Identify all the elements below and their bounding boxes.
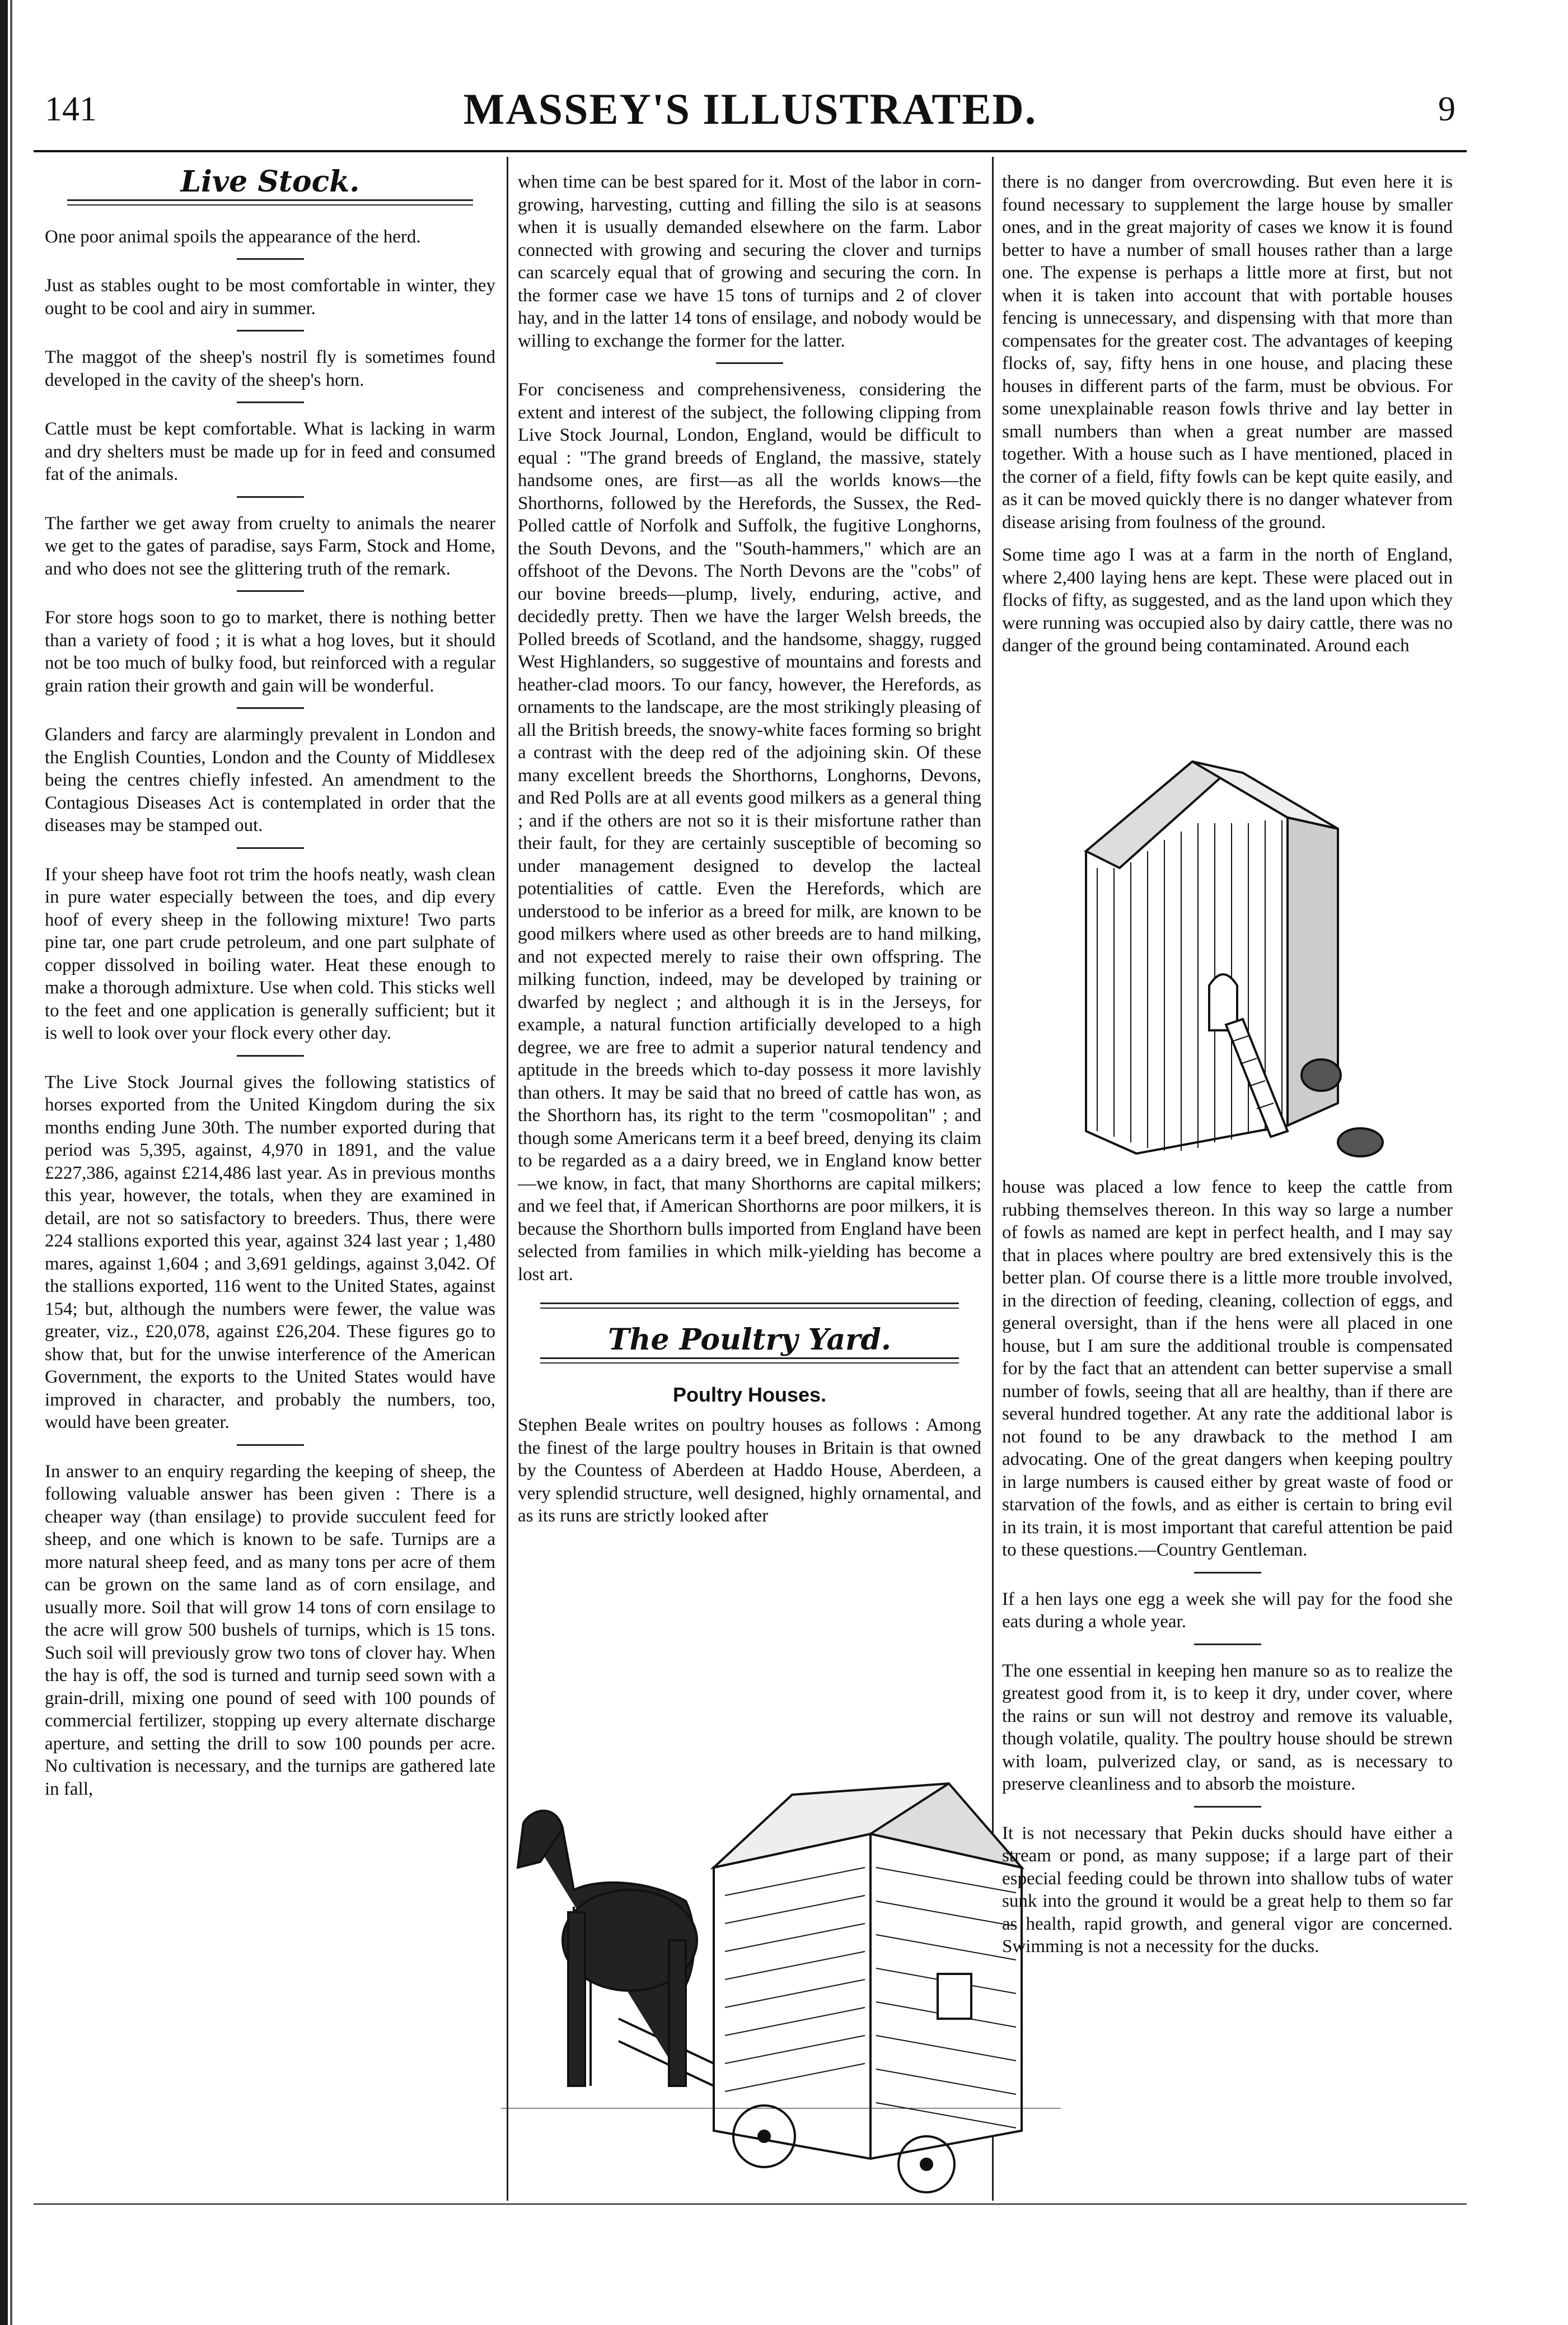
horse-drawn-poultry-house-illustration	[501, 1772, 1064, 2198]
separator	[237, 847, 304, 849]
paragraph: Cattle must be kept comfortable. What is lacking in warm and dry shelters must be made up for in feed and consumed fat of the animals.	[45, 419, 495, 484]
subheading-poultry-houses: Poultry Houses.	[672, 1383, 827, 1406]
separator	[237, 401, 304, 403]
paragraph: Glanders and farcy are alarmingly prevalent in London and the English Counties, London and the County of Middlesex being the centres chiefly infested. An amendment to the Contagious Diseases Act is contemplated in order that the diseases may be stamped out.	[45, 725, 495, 835]
column-3-continued	[1002, 1176, 1453, 1968]
paragraph: If your sheep have foot rot trim the hoofs neatly, wash clean in pure water especially between the toes, and dip every hoof of every sheep in the following mixture! Two parts pine tar, one part crude petroleum, and one part sulphate of copper dissolved in boiling water. Heat these enough to make a thorough admixture. Use when cold. This sticks well to the feet and one application is generally sufficient; but it is well to look over your flock every other day.	[45, 864, 495, 1043]
column-3	[1002, 171, 1453, 667]
paragraph: Some time ago I was at a farm in the north of England, where 2,400 laying hens are kept. These were placed out in flocks of fifty, as suggested, and as the land upon which they were running was occupied also by dairy cattle, there was no danger of the ground being contaminated. Around each	[1002, 545, 1453, 656]
page-header	[45, 84, 1455, 146]
paragraph: In answer to an enquiry regarding the keeping of sheep, the following valuable answer has been given : There is a cheaper way (than ensilage) to provide succulent feed for sheep, and one which is known to be safe. Turnips are a more natural sheep feed, and as many tons per acre of them can be grown on the same land as of corn ensilage, and usually more. Soil that will grow 14 tons of corn ensilage to the acre will grow 500 bushels of turnips, which is 15 tons. Such soil will previously grow two tons of clover hay. When the hay is off, the sod is turned and turnip seed sown with a grain-drill, mixing one pound of seed with 100 pounds of commercial fertilizer, stopping up every alternate discharge aperture, and setting the drill to sow 100 pounds per acre. No cultivation is necessary, and the turnips are gathered late in fall,	[45, 1461, 495, 1799]
paragraph: Just as stables ought to be most comfortable in winter, they ought to be cool and airy in summer.	[45, 276, 495, 319]
publication-title: MASSEY'S ILLUSTRATED.	[463, 85, 1037, 133]
section-title-live-stock: Live Stock.	[180, 165, 360, 199]
paragraph: The Live Stock Journal gives the following statistics of horses exported from the United Kingdom during the six months ending June 30th. The number exported during that period was 5,395, against, 4,970 in 1891, and the value £227,386, against £214,486 last year. As in previous months this year, however, the totals, when they are examined in detail, are not so satisfactory to breeders. Thus, there were 224 stallions exported this year, against 324 last year ; 1,480 mares, against 1,604 ; and 3,691 geldings, against 3,042. Of the stallions exported, 116 went to the United States, against 154; but, although the numbers were fewer, the value was greater, viz., £20,078, against £26,204. These figures go to show that, but for the unwise interference of the American Government, the exports to the United States would have improved in character, and probably the numbers, too, would have been greater.	[45, 1072, 495, 1432]
paragraph: when time can be best spared for it. Most of the labor in corn-growing, harvesting, cutting and filling the silo is at seasons when it is usually demanded elsewhere on the farm. Labor connected with growing and securing the clover and turnips can scarcely equal that of growing and securing the corn. In the former case we have 15 tons of turnips and 2 of clover hay, and in the latter 14 tons of ensilage, and nobody would be willing to exchange the former for the latter.	[518, 172, 981, 351]
paragraph: For conciseness and comprehensiveness, considering the extent and interest of the subject, the following clipping from Live Stock Journal, London, England, would be difficult to equal : "The grand breeds of England, the massive, stately handsome ones, are first—as all the worlds knows—the Shorthorns, followed by the Herefords, the Sussex, the Red-Polled cattle of Norfolk and Suffolk, the fugitive Longhorns, the South Devons, and the "South-hammers," which are an offshoot of the Devons. The North Devons are the "cobs" of our bovine breeds—plump, lively, enduring, active, and decidedly pretty. Then we have the larger Welsh breeds, the Polled breeds of Scotland, and the handsome, shaggy, rugged West Highlanders, so suggestive of mountains and forests and heather-clad moors. To our fancy, however, the Herefords, as ornaments to the landscape, are the most strikingly pleasing of all the British breeds, the snowy-white faces forming so bright a contrast with the deep red of the adjoining skin. Of these many excellent breeds the Shorthorns, Longhorns, Devons, and Red Polls are at all events good milkers as a general thing ; and if the others are not so it is their misfortune rather than their fault, for they are certainly susceptible of becoming so under management designed to develop the lacteal potentialities of cattle. Even the Herefords, which are understood to be inferior as a breed for milk, are known to be good milkers where used as other breeds are to hand milking, and not expected merely to raise their own offspring. The milking function, indeed, may be developed by training or dwarfed by neglect ; and although it is in the Jerseys, for example, a natural function artificially developed to a high degree, we are free to admit a superior natural tendency and aptitude in the breeds which to-day possess it more lavishly than others. It may be said that no breed of cattle has won, as the Shorthorn has, its right to the term "cosmopolitan" ; and though some Americans term it a beef breed, denying its claim to be regarded as a a dairy breed, we in England know better—we know, in fact, that many Shorthorns are capital milkers; and we feel that, if American Shorthorns are poor milkers, it is because the Shorthorn bulls imported from England have been selected from families in which milk-yielding has become a lost art.	[518, 380, 981, 1285]
column-2	[518, 171, 981, 1538]
separator	[237, 1444, 304, 1446]
poultry-house-illustration	[1024, 739, 1416, 1165]
page-number-left: 141	[45, 90, 97, 128]
paragraph: house was placed a low fence to keep the cattle from rubbing themselves thereon. In this way so large a number of fowls as named are kept in perfect health, and I may say that in places where poultry are bred extensively this is the better plan. Of course there is a little more trouble involved, in the direction of feeding, cleaning, collection of eggs, and general oversight, than if the hens were all placed in one house, but I am sure the additional trouble is compensated for by the fact that an attendent can better supervise a small number of fowls, seeing that all are healthy, than if there are several hundred together. At any rate the additional labor is not found to be any drawback to the method I am advocating. One of the great dangers when keeping poultry in large numbers is caused either by great waste of food or starvation of the fowls, and as either is certain to bring evil in its train, it is most important that careful attention be paid to these questions.—Country Gentleman.	[1002, 1177, 1453, 1560]
paragraph: One poor animal spoils the appearance of the herd.	[45, 226, 421, 247]
separator	[1194, 1572, 1261, 1574]
binding-spine	[0, 0, 8, 2325]
footer-rule	[34, 2203, 1467, 2205]
paragraph: The farther we get away from cruelty to animals the nearer we get to the gates of paradise, says Farm, Stock and Home, and who does not see the glittering truth of the remark.	[45, 513, 495, 579]
paragraph: It is not necessary that Pekin ducks should have either a stream or pond, as many suppose; if a large part of their especial feeding could be thrown into shallow tubs of water sunk into the ground it would be a great help to them so far as health, rapid growth, and general vigor are concerned. Swimming is not a necessity for the ducks.	[1002, 1823, 1453, 1957]
paragraph: The maggot of the sheep's nostril fly is sometimes found developed in the cavity of the sheep's horn.	[45, 347, 495, 390]
paragraph: there is no danger from overcrowding. But even here it is found necessary to supplement the large house by smaller ones, and in the great majority of cases we know it is found better to have a number of small houses rather than a large one. The expense is perhaps a little more at first, but not when it is taken into account that with portable houses fencing is unnecessary, and dispensing with that more than compensates for the greater cost. The advantages of keeping flocks of, say, fifty hens in one house, and placing these houses in different parts of the farm, must be obvious. For some unexplainable reason fowls thrive and lay better in small numbers than when a great number are massed together. With a house such as I have mentioned, placed in the corner of a field, fifty fowls can be kept quite easily, and as it can be moved quickly there is no danger whatever from disease arising from foulness of the ground.	[1002, 172, 1453, 533]
separator	[237, 258, 304, 260]
separator	[237, 330, 304, 332]
separator	[237, 1055, 304, 1057]
paragraph: For store hogs soon to go to market, there is nothing better than a variety of food ; it is what a hog loves, but it should not be too much of bulky food, but reinforced with a regular grain ration their growth and gain will be wonderful.	[45, 608, 495, 696]
section-title-poultry-yard: The Poultry Yard.	[607, 1323, 891, 1357]
separator	[1194, 1644, 1261, 1645]
section-title-rule	[67, 199, 473, 206]
separator	[716, 362, 783, 364]
section-rule	[540, 1302, 959, 1309]
column-1	[45, 165, 495, 1810]
separator	[237, 707, 304, 709]
section-title-rule	[540, 1357, 959, 1364]
paragraph: The one essential in keeping hen manure so as to realize the greatest good from it, is to keep it dry, under cover, where the rains or sun will not destroy and remove its valuable, though volatile, quality. The poultry house should be strewn with loam, pulverized clay, or sand, as is necessary to preserve cleanliness and to absorb the moisture.	[1002, 1660, 1453, 1794]
separator	[237, 496, 304, 498]
header-rule	[34, 150, 1467, 152]
separator	[237, 590, 304, 592]
separator	[1194, 1806, 1261, 1808]
paragraph: Stephen Beale writes on poultry houses as follows : Among the finest of the large poultry houses in Britain is that owned by the Countess of Aberdeen at Haddo House, Aberdeen, a very splendid structure, well designed, highly ornamental, and as its runs are strictly looked after	[518, 1415, 981, 1526]
binding-edge	[10, 0, 12, 2325]
page-number-right: 9	[1438, 90, 1455, 128]
paragraph: If a hen lays one egg a week she will pay for the food she eats during a whole year.	[1002, 1589, 1453, 1632]
